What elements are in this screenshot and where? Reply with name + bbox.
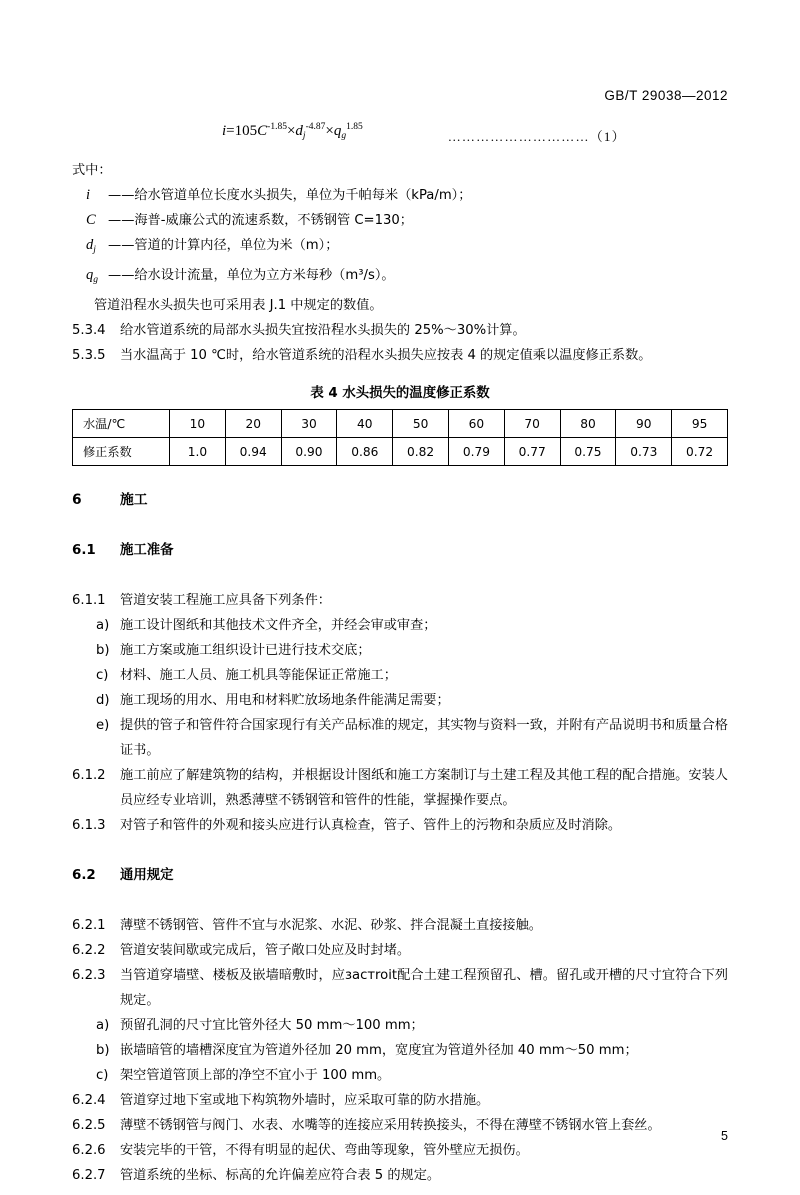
clause-6-2-4 [72,1088,728,1113]
formula-d: d [295,123,303,139]
table-4-caption: 表 4 水头损失的温度修正系数 [310,386,490,401]
cell-temperature: 50 [393,410,449,438]
list-item [72,613,728,638]
formula-number-leader: …………………………（1） [447,129,626,144]
list-item-label: b) [96,643,110,658]
section-6-2-title: 通用规定 [120,868,174,883]
clause-number: 6.2.4 [72,1093,106,1108]
definition-symbol [72,183,108,208]
clause-6-1-1-items [72,613,728,763]
list-item-label: d) [96,693,110,708]
cell-coefficient: 0.72 [672,438,728,466]
clause-number: 6.1.3 [72,818,106,833]
clause-6-2-1 [72,913,728,938]
spacer [72,563,728,588]
definition-symbol [72,208,108,233]
definition-symbol-text: C [86,212,96,228]
definition-text: ——海普-威廉公式的流速系数，不锈钢管 C=130； [108,213,413,228]
definition-item [72,208,728,233]
page-header: GB/T 29038—2012 [604,88,728,103]
formula-c-exponent: -1.85 [267,122,287,132]
list-item-label: a) [96,618,110,633]
section-6-1-title: 施工准备 [120,543,174,558]
list-item-label: c) [96,668,109,683]
formula-times-1: × [286,123,296,139]
clause-text: 管道安装工程施工应具备下列条件： [120,593,331,608]
definition-item [72,263,728,293]
row-header-coefficient: 修正系数 [73,438,170,466]
list-item-text: 提供的管子和管件符合国家现行有关产品标准的规定，其实物与资料一致，并附有产品说明书和质量合格证书。 [120,718,728,758]
cell-temperature: 80 [560,410,616,438]
clause-text: 薄壁不锈钢管与阀门、水表、水嘴等的连接应采用转换接头，不得在薄壁不锈钢水管上套丝。 [120,1118,661,1133]
section-6-number: 6 [72,492,82,508]
list-item-label: c) [96,1068,109,1083]
clause-text: 薄壁不锈钢管、管件不宜与水泥浆、水泥、砂浆、拌合混凝土直接接触。 [120,918,542,933]
cell-temperature: 60 [448,410,504,438]
list-item [72,688,728,713]
definition-symbol-sub: g [93,275,98,285]
cell-coefficient: 0.82 [393,438,449,466]
definition-text: ——给水管道单位长度水头损失，单位为千帕每米（kPa/m）； [108,188,472,203]
page-content [72,118,728,1188]
clause-number: 6.2.7 [72,1168,106,1183]
list-item [72,638,728,663]
clause-5-3-5 [72,343,728,368]
cell-temperature: 40 [337,410,393,438]
clause-number: 5.3.4 [72,323,106,338]
cell-temperature: 20 [225,410,281,438]
where-label: 式中： [72,163,112,178]
section-6-1-number: 6.1 [72,543,96,558]
section-6-2-number: 6.2 [72,868,96,883]
clause-text: 管道安装间歇或完成后，管子敞口处应及时封堵。 [120,943,411,958]
definition-item [72,233,728,263]
cell-temperature: 90 [616,410,672,438]
cell-temperature: 70 [504,410,560,438]
spacer [72,838,728,863]
clause-6-2-3 [72,963,728,1013]
formula-coefficient: 105 [234,123,258,139]
spacer [72,466,728,488]
hazen-williams-formula [222,118,363,141]
list-item-label: a) [96,1018,110,1033]
clause-text: 当管道穿墙壁、楼板及嵌墙暗敷时，应застroit配合土建工程预留孔、槽。留孔或开槽的尺寸宜符合下列规定。 [120,968,728,1008]
cell-coefficient: 0.86 [337,438,393,466]
cell-coefficient: 0.77 [504,438,560,466]
formula-q-exponent: 1.85 [346,122,363,132]
list-item-text: 材料、施工人员、施工机具等能保证正常施工； [120,668,397,683]
formula-d-exponent: -4.87 [305,122,326,132]
clause-text: 管道系统的坐标、标高的允许偏差应符合表 5 的规定。 [120,1168,441,1183]
list-item-text: 预留孔洞的尺寸宜比管外径大 50 mm～100 mm； [120,1018,424,1033]
table-row-temperature [73,410,728,438]
list-item-text: 施工方案或施工组织设计已进行技术交底； [120,643,371,658]
list-item [72,1013,728,1038]
cell-coefficient: 1.0 [170,438,226,466]
definition-symbol-text: d [86,237,94,253]
definition-symbol-sub: j [93,245,96,255]
row-header-temperature: 水温/℃ [73,410,170,438]
table-row-coefficient [73,438,728,466]
section-6-title: 施工 [120,492,148,508]
clause-number: 6.2.1 [72,918,106,933]
formula-equals: = [226,123,235,139]
section-6-2-heading [72,863,728,888]
list-item-label: e) [96,718,110,733]
section-6-1-heading [72,538,728,563]
clause-text: 施工前应了解建筑物的结构，并根据设计图纸和施工方案制订与土建工程及其他工程的配合措施。安装人员应经专业培训，熟悉薄壁不锈钢管和管件的性能，掌握操作要点。 [120,768,728,808]
definition-symbol [72,263,108,293]
formula-q: q [333,123,342,139]
page-number: 5 [721,1129,728,1143]
cell-coefficient: 0.90 [281,438,337,466]
clause-text: 当水温高于 10 ℃时，给水管道系统的沿程水头损失应按表 4 的规定值乘以温度修正系数。 [120,348,652,363]
clause-number: 6.2.3 [72,968,106,983]
clause-6-2-2 [72,938,728,963]
formula-d-subscript: j [302,131,306,141]
formula-c: C [257,123,268,139]
list-item-text: 施工设计图纸和其他技术文件齐全，并经会审或审查； [120,618,437,633]
formula-lhs: i [222,123,227,139]
spacer [72,513,728,538]
clause-number: 6.1.2 [72,768,106,783]
cell-temperature: 30 [281,410,337,438]
clause-5-3-4 [72,318,728,343]
clause-number: 6.2.6 [72,1143,106,1158]
clause-text: 给水管道系统的局部水头损失宜按沿程水头损失的 25%～30%计算。 [120,323,526,338]
list-item-text: 嵌墙暗管的墙槽深度宜为管道外径加 20 mm，宽度宜为管道外径加 40 mm～50 mm； [120,1043,638,1058]
formula-row [72,118,728,152]
table-4-temperature-correction [72,409,728,466]
definition-text: ——给水设计流量，单位为立方米每秒（m³/s）。 [108,268,395,283]
clause-6-2-6 [72,1138,728,1163]
definition-symbol-text: q [86,267,94,283]
spacer [72,888,728,913]
cell-coefficient: 0.79 [448,438,504,466]
list-item [72,713,728,763]
definition-symbol-text: i [86,187,91,203]
symbol-definition-list [72,183,728,293]
list-item [72,1063,728,1088]
cell-temperature: 95 [672,410,728,438]
clause-number: 5.3.5 [72,348,106,363]
section-6-heading [72,488,728,513]
clause-6-1-2 [72,763,728,813]
clause-6-1-3 [72,813,728,838]
list-item-label: b) [96,1043,110,1058]
clause-text: 安装完毕的干管，不得有明显的起伏、弯曲等现象，管外壁应无损伤。 [120,1143,529,1158]
cell-temperature: 10 [170,410,226,438]
list-item [72,663,728,688]
formula-q-subscript: g [341,131,347,141]
formula-times-2: × [325,123,334,139]
clause-text: 对管子和管件的外观和接头应进行认真检查，管子、管件上的污物和杂质应及时消除。 [120,818,622,833]
cell-coefficient: 0.75 [560,438,616,466]
clause-6-2-5 [72,1113,728,1138]
cell-coefficient: 0.73 [616,438,672,466]
list-item-text: 架空管道管顶上部的净空不宜小于 100 mm。 [120,1068,391,1083]
clause-number: 6.1.1 [72,593,106,608]
clause-6-2-3-items [72,1013,728,1088]
definition-text: ——管道的计算内径，单位为米（m）； [108,238,339,253]
clause-number: 6.2.5 [72,1118,106,1133]
clause-6-2-7 [72,1163,728,1188]
note-after-definitions: 管道沿程水头损失也可采用表 J.1 中规定的数值。 [94,298,383,313]
definition-symbol [72,233,108,263]
definition-item [72,183,728,208]
clause-6-1-1 [72,588,728,613]
clause-number: 6.2.2 [72,943,106,958]
clause-text: 管道穿过地下室或地下构筑物外墙时，应采取可靠的防水措施。 [120,1093,490,1108]
cell-coefficient: 0.94 [225,438,281,466]
list-item [72,1038,728,1063]
list-item-text: 施工现场的用水、用电和材料贮放场地条件能满足需要； [120,693,450,708]
